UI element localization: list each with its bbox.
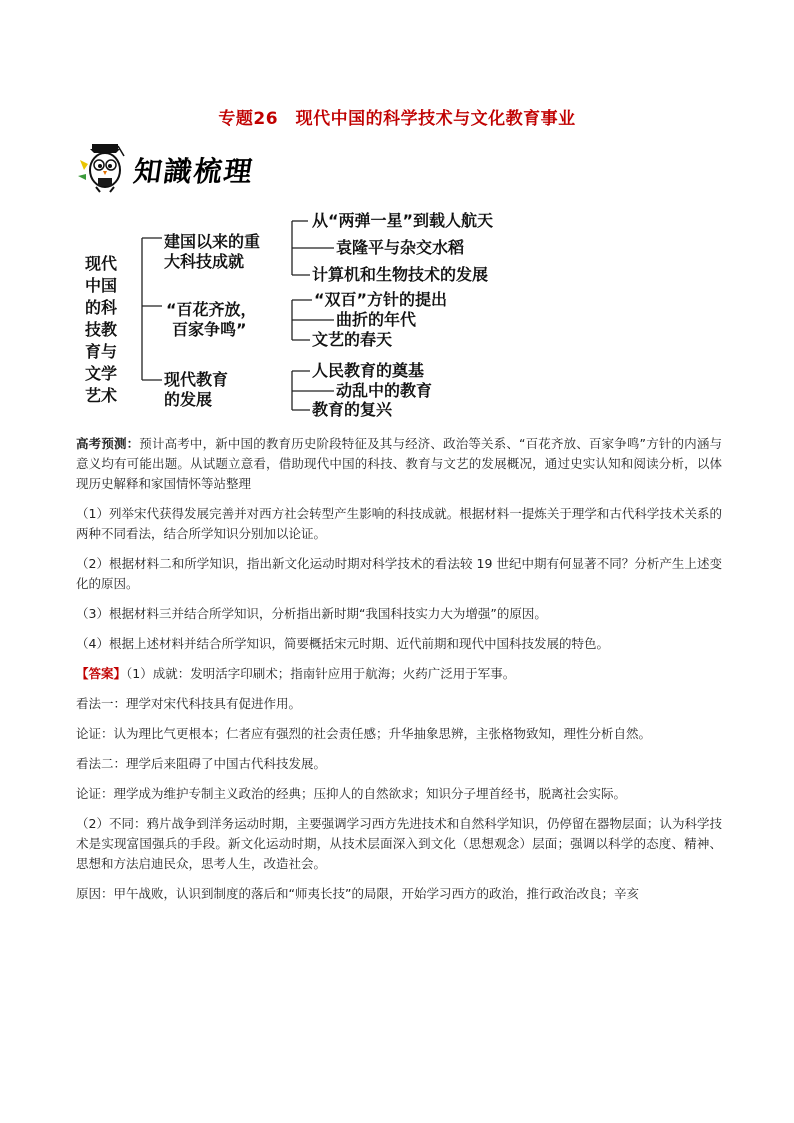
forecast-text: 预计高考中，新中国的教育历史阶段特征及其与经济、政治等关系、“百花齐放、百家争鸣”方针的内涵与意义均有可能出题。从试题立意看，借助现代中国的科技、教育与文艺的发展概况，通过史实认知和阅读分析，以体现历史解释和家国情怀等站整理 [76,436,722,491]
body-content [76,434,722,914]
branch-modern-education [164,370,228,410]
leaf-education-revival: 教育的复兴 [312,400,393,419]
leaf-two-bombs-one-satellite: 从“两弹一星”到载人航天 [312,211,494,230]
root-line: 技教 [84,320,117,339]
answer-line: 看法二：理学后来阻碍了中国古代科技发展。 [76,756,327,771]
root-line: 艺术 [84,386,117,405]
root-line: 的科 [84,298,117,317]
root-line: 中国 [84,276,117,295]
question-2: （2）根据材料二和所学知识，指出新文化运动时期对科学技术的看法较 19 世纪中期有何显著不同？分析产生上述变化的原因。 [76,556,722,591]
leaf-education-foundation: 人民教育的奠基 [312,361,425,380]
page-title: 专题26 现代中国的科学技术与文化教育事业 [218,109,576,129]
answer-line: 论证：理学成为维护专制主义政治的经典；压抑人的自然欲求；知识分子埋首经书，脱离社会实际。 [76,786,627,801]
branch-label-line: “百花齐放， [166,300,257,319]
leaf-double-hundred-policy: “双百”方针的提出 [314,290,448,309]
leaf-education-in-turmoil: 动乱中的教育 [336,381,433,400]
branch-label-line: 百家争鸣” [172,320,247,339]
leaf-spring-of-arts: 文艺的春天 [312,330,393,349]
leaf-tortuous-years: 曲折的年代 [336,310,417,329]
answer-line: 看法一：理学对宋代科技具有促进作用。 [76,696,302,711]
answer-first: （1）成就：发明活字印刷术；指南针应用于航海；火药广泛用于军事。 [126,666,516,681]
branch-hundred-flowers [166,300,257,340]
forecast-label: 高考预测： [76,436,140,451]
answer-line: （2）不同：鸦片战争到洋务运动时期，主要强调学习西方先进技术和自然科学知识，仍停留在器物层面；认为科学技术是实现富国强兵的手段。新文化运动时期，从技术层面深入到文化（思想观念）层面；强调以科学的态度、精神、思想和方法启迪民众，思考人生，改造社会。 [76,816,722,871]
leaf-yuan-longping: 袁隆平与杂交水稻 [336,238,465,257]
answer-line: 论证：认为理比气更根本；仁者应有强烈的社会责任感；升华抽象思辨，主张格物致知，理性分析自然。 [76,726,652,741]
leaf-computer-biotech: 计算机和生物技术的发展 [312,265,489,284]
branch-label-line: 建国以来的重 [164,232,261,251]
branch-science-tech [164,232,260,272]
question-1: （1）列举宋代获得发展完善并对西方社会转型产生影响的科技成就。根据材料一提炼关于理学和古代科学技术关系的两种不同看法，结合所学知识分别加以论证。 [76,506,722,541]
answer-paragraph [76,664,722,684]
question-4: （4）根据上述材料并结合所学知识，简要概括宋元时期、近代前期和现代中国科技发展的特色。 [76,636,609,651]
root-line: 文学 [84,364,117,383]
answer-line: 原因：甲午战败，认识到制度的落后和“师夷长技”的局限，开始学习西方的政治，推行政治改良；辛亥 [76,886,639,901]
root-line: 育与 [84,342,117,361]
answer-label: 【答案】 [76,666,127,681]
logo-text: 知識梳理 [131,155,257,188]
branch-label-line: 大科技成就 [164,252,245,271]
branch-label-line: 的发展 [164,390,213,409]
root-line: 现代 [84,254,117,273]
forecast-paragraph [76,434,722,494]
mind-map-root [79,253,123,407]
question-3: （3）根据材料三并结合所学知识，分析指出新时期“我国科技实力大为增强”的原因。 [76,606,547,621]
branch-label-line: 现代教育 [164,370,229,389]
